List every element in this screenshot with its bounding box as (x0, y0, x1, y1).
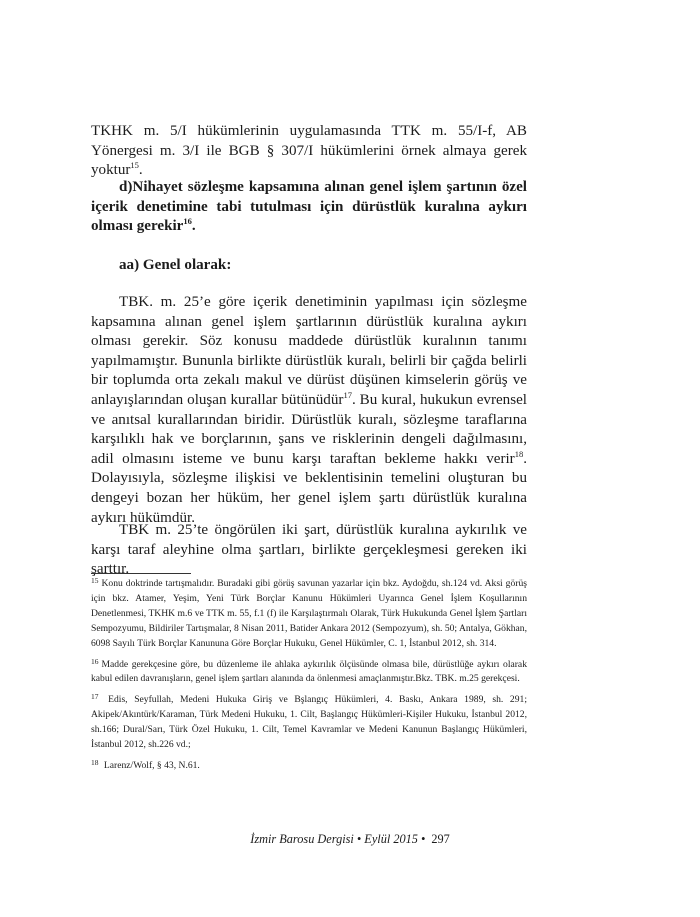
paragraph-2-part-a: TBK. m. 25’e göre içerik denetiminin yapılması için sözleşme kapsamına alınan genel işlem şartlarının dürüstlük kuralına aykırı olması gerekir. Söz konusu maddede dürüstlük kuralının tanımı yapılmamıştır. Bununla birlikte dürüstlük kuralı, belirli bir çağda belirli bir toplumda orta zekalı makul ve dürüst düşünen kimselerin görüş ve anlayışlarından oluşan kurallar bütünüdür (91, 294, 527, 408)
footnote-number: 16 (91, 656, 99, 666)
footnote-ref-17[interactable]: 17 (343, 389, 352, 400)
footnote-text: Madde gerekçesine göre, bu düzenleme ile ahlaka aykırılık ölçüsünde olmasa bile, dürüstlüğe aykırı olarak kabul edilen davranışların, genel işlem şartları alanında da önlenmesi amaçlanmıştır.Bkz. TBK. m.25 gerekçesi. (91, 658, 527, 685)
section-heading-d (91, 178, 527, 237)
footnote-15 (91, 577, 527, 652)
paragraph-1-end: . (138, 162, 143, 179)
journal-name: İzmir Barosu Dergisi • Eylül 2015 • (250, 832, 426, 846)
paragraph-2 (91, 293, 527, 528)
paragraph-2-part-b: . Bu kural, hukukun evrensel ve anıtsal kurallarından biridir. Dürüstlük kuralı, sözleşme taraflarına karşılıklı hak ve borçlarının, şans ve risklerinin dengeli dağılmasını, adil olmasını isteme ve bunu karşı taraftan bekleme hakkı verir (91, 391, 527, 467)
footnote-separator (91, 573, 191, 574)
paragraph-3 (91, 521, 527, 580)
section-heading-d-text: d)Nihayet sözleşme kapsamına alınan genel işlem şartının özel içerik denetimine tabi tutulması için dürüstlük kuralına aykırı olması gerekir (91, 179, 527, 235)
footnote-16 (91, 658, 527, 688)
paragraph-2-part-c: . Dolayısıyla, sözleşme ilişkisi ve beklentisinin temelini oluşturan bu dengeyi bozan her hüküm, her genel işlem şartı dürüstlük kuralına aykırı hükümdür. (91, 450, 527, 526)
footnote-number: 17 (91, 692, 99, 702)
footnote-number: 18 (91, 757, 99, 767)
footnote-text: Larenz/Wolf, § 43, N.61. (101, 759, 200, 771)
footnote-text: Edis, Seyfullah, Medeni Hukuka Giriş ve Bşlangıç Hükümleri, 4. Baskı, Ankara 1989, sh. 291; Akipek/Akıntürk/Karaman, Türk Medeni Hukuku, 1. Cilt, Başlangıç Hükümleri-Kişiler Hukuku, İstanbul 2012, sh.166; Dural/Sarı, Türk Özel Hukuku, 1. Cilt, Temel Kavramlar ve Medeni Kanunun Başlangıç Hükümleri, İstanbul 2012, sh.226 vd.; (91, 694, 527, 751)
subsection-heading-aa-text: aa) Genel olarak: (119, 257, 232, 273)
section-heading-d-end: . (191, 218, 196, 235)
footnote-ref-18[interactable]: 18 (514, 448, 524, 459)
footnote-number: 15 (91, 576, 99, 585)
paragraph-1-text: TKHK m. 5/I hükümlerinin uygulamasında TTK m. 55/I-f, AB Yönergesi m. 3/I ile BGB § 307/I hükümlerini örnek almaya gerek yoktur (91, 123, 527, 179)
page-number: 297 (431, 832, 450, 846)
footnote-18 (91, 759, 527, 774)
paragraph-3-text: TBK m. 25’te öngörülen iki şart, dürüstlük kuralına aykırılık ve karşı taraf aleyhine olma şartları, birlikte gerçekleşmesi gereken iki şarttır. (91, 522, 527, 578)
footnotes (91, 577, 527, 780)
paragraph-1 (91, 122, 527, 181)
footnote-text: Konu doktrinde tartışmalıdır. Buradaki gibi görüş savunan yazarlar için bkz. Aydoğdu, sh.124 vd. Aksi görüş için bkz. Atamer, Yeşim, Yeni Türk Borçlar Kanunu Hükümleri Uyarınca Genel İşlem Koşullarının Denetlenmesi, TKHK m.6 ve TTK m. 55, f.1 (f) ile Karşılaştırmalı Olarak, Türk Hukukunda Genel İşlem Şartları Sempozyumu, Bildiriler Tartışmalar, 8 Nisan 2011, Batider Ankara 2012 (Sempozyum), sh. 50; Antalya, Gökhan, 6098 Sayılı Türk Borçlar Kanununa Göre Borçlar Hukuku, Genel Hükümler, C. 1, İstanbul 2012, sh. 314. (91, 578, 527, 649)
page-footer (0, 832, 700, 847)
footnote-ref-16[interactable]: 16 (183, 216, 192, 227)
subsection-heading-aa (91, 256, 527, 276)
footnote-17 (91, 693, 527, 753)
footnote-ref-15[interactable]: 15 (130, 160, 139, 171)
